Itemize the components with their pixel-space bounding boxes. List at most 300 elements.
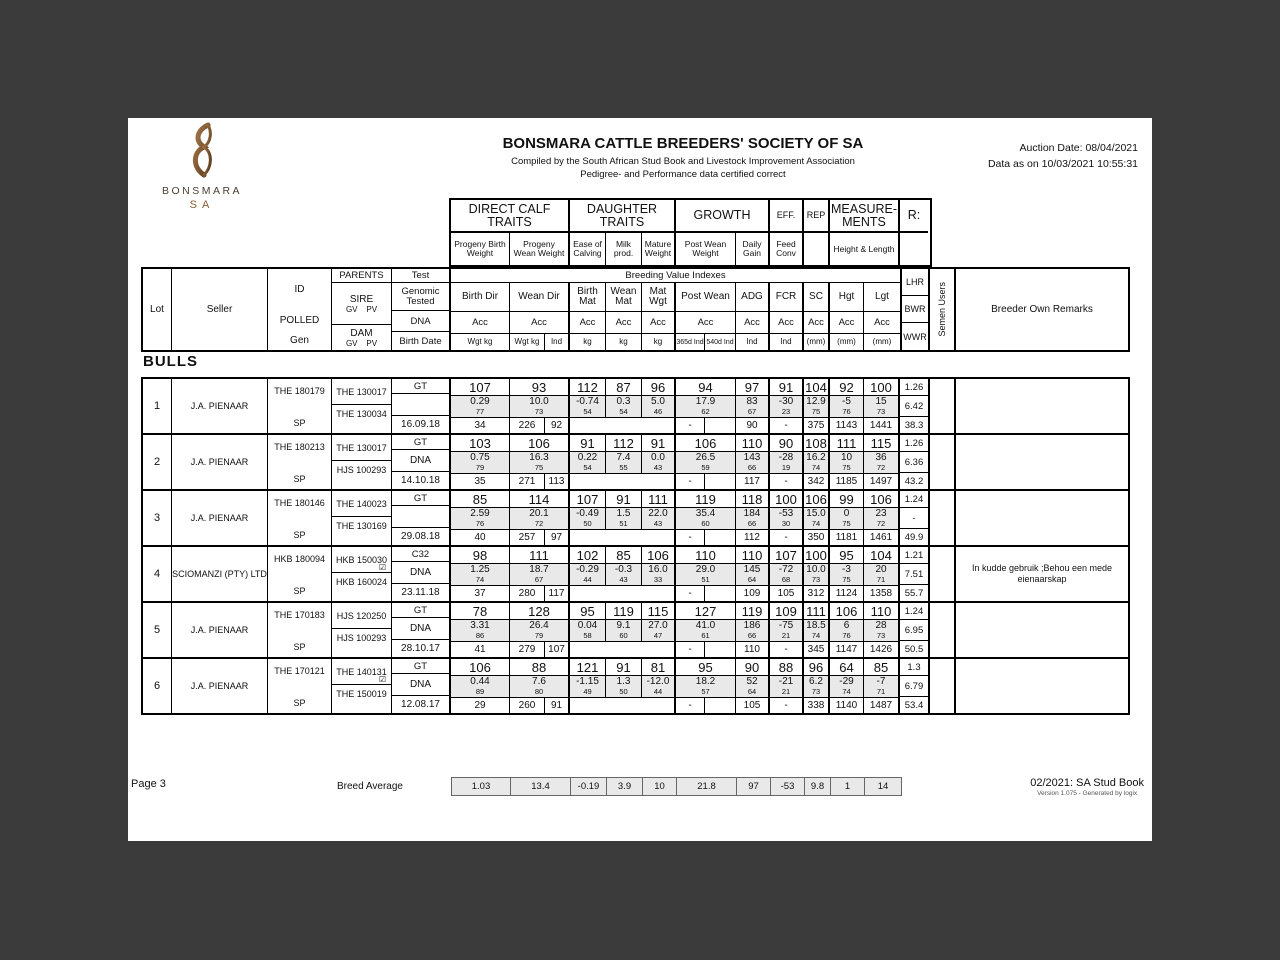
bv-value: 28 [875, 620, 887, 631]
index-value: 119 [606, 603, 642, 620]
bv-value: 1.3 [616, 676, 631, 687]
test-cell [392, 491, 451, 545]
sc-cell [804, 435, 830, 489]
id-label: ID [294, 283, 305, 295]
blank-cell [606, 530, 642, 545]
col-header-semen-users [930, 269, 956, 350]
ratio-cell [900, 435, 930, 489]
ratio-cell [900, 547, 930, 601]
acc-value: 71 [876, 687, 886, 696]
col-header-hgt [830, 283, 864, 350]
dam-header [332, 325, 391, 350]
bv-value: -3 [842, 564, 851, 575]
bottom-value: 117 [744, 476, 760, 487]
bv-value: 0 [843, 508, 850, 519]
bv-value: 27.0 [648, 620, 668, 631]
bvi-label: FCR [770, 283, 802, 312]
acc-value: 74 [475, 575, 485, 584]
blank-cell [570, 642, 606, 657]
index-value: 110 [676, 547, 735, 564]
unit-label: Ind [550, 337, 563, 346]
birth-date: 28.10.17 [401, 643, 440, 654]
bottom-value [705, 642, 735, 657]
fcr-cell [770, 491, 804, 545]
breed-average-value: 13.4 [511, 778, 571, 795]
bv-value: -0.29 [576, 564, 599, 575]
acc-value: 75 [842, 519, 851, 528]
acc-value: 75 [842, 575, 851, 584]
sire-id: THE 140131 [336, 666, 387, 677]
index-value: 96 [642, 379, 674, 396]
bulls-table-body [141, 377, 1130, 715]
auction-date: Auction Date: 08/04/2021 [1019, 142, 1138, 154]
bv-value: -75 [778, 620, 794, 631]
acc-value: 61 [701, 631, 710, 640]
polled-gen-value: SP [293, 530, 306, 540]
index-value: 111 [642, 491, 674, 508]
bv-value: 0.75 [470, 452, 490, 463]
bottom-value: 105 [777, 588, 795, 599]
sire-id: HKB 150030 [335, 554, 388, 565]
bottom-value: 1497 [869, 476, 893, 487]
bv-value: 0.04 [577, 620, 598, 631]
wwr-value: 43.2 [904, 475, 924, 487]
bv-value: 16.3 [529, 452, 549, 463]
acc-value: 23 [781, 407, 791, 416]
col-header-sc [804, 283, 830, 350]
bv-value: 7.6 [532, 676, 546, 687]
hgt-cell [830, 379, 864, 433]
acc-value: 51 [619, 519, 628, 528]
unit-label: (mm) [837, 337, 856, 346]
index-value: 119 [676, 491, 735, 508]
breed-average-label: Breed Average [337, 781, 403, 792]
bonsmara-logo [146, 122, 258, 211]
bv-value: 26.5 [695, 452, 716, 463]
breed-average-value: -0.19 [571, 778, 607, 795]
acc-value: 72 [876, 519, 886, 528]
bwr-value: 6.42 [900, 396, 928, 417]
polled-gen-value: SP [293, 418, 306, 428]
dam-label: DAM [350, 327, 373, 339]
unit-label: Ind [780, 337, 792, 346]
group-label: R: [900, 200, 928, 233]
index-value: 104 [805, 379, 827, 395]
acc-value: 86 [475, 631, 485, 640]
lhr-value: 1.26 [900, 435, 928, 452]
bwr-value: 6.36 [900, 452, 928, 473]
test-cell [392, 603, 451, 657]
lhr-label: LHR [902, 269, 928, 296]
index-value: 111 [510, 547, 568, 564]
page-number: Page 3 [131, 778, 166, 790]
bv-value: 18.5 [806, 620, 826, 631]
breed-average-strip [451, 777, 902, 796]
index-value: 64 [830, 659, 863, 676]
index-value: 107 [570, 491, 606, 508]
index-value: 110 [736, 435, 768, 452]
wean-mat-cell [606, 603, 642, 657]
blank-cell [642, 642, 674, 657]
col-header-test [392, 269, 451, 350]
animal-id: THE 180213 [274, 442, 325, 452]
index-value: 106 [451, 659, 509, 676]
wean-dir-cell [510, 491, 570, 545]
sire-cell [332, 491, 391, 517]
breed-average-value: 9.8 [805, 778, 831, 795]
bv-value: 186 [743, 620, 761, 631]
test-label: Test [392, 269, 449, 283]
bottom-value: 1358 [869, 588, 893, 599]
index-value: 94 [676, 379, 735, 396]
lgt-cell [864, 491, 900, 545]
wean-mat-cell [606, 435, 642, 489]
bv-value: -30 [778, 396, 794, 407]
lgt-cell [864, 547, 900, 601]
subcol-label: Post Wean Weight [676, 233, 736, 265]
acc-value: 49 [583, 687, 592, 696]
bv-value: 22.0 [648, 508, 668, 519]
sire-cell [332, 435, 391, 461]
index-value: 107 [770, 547, 802, 564]
col-header-adg [736, 283, 770, 350]
acc-value: 71 [876, 575, 886, 584]
acc-value: 19 [781, 463, 791, 472]
index-value: 112 [570, 379, 606, 396]
index-value: 100 [770, 491, 802, 508]
bottom-value: 257 [510, 530, 545, 545]
adg-cell [736, 491, 770, 545]
bottom-value: 90 [746, 420, 758, 431]
dna-flag: DNA [392, 618, 449, 640]
index-value: 91 [770, 379, 802, 396]
bv-value: 0.29 [470, 396, 490, 407]
blank-cell [606, 474, 642, 489]
bv-value: 15 [875, 396, 887, 407]
genomic-tested-label: Genomic Tested [392, 283, 449, 311]
dna-flag: DNA [392, 674, 449, 696]
trait-group-header [449, 198, 932, 267]
bottom-value: 342 [807, 476, 825, 487]
semen-users-label: Semen Users [937, 282, 947, 337]
mat-wgt-cell [642, 659, 676, 713]
polled-gen-value: SP [293, 642, 306, 652]
acc-value: 51 [701, 575, 710, 584]
acc-value: 73 [811, 575, 821, 584]
sire-label: SIRE [349, 293, 374, 305]
col-header-ratios [900, 269, 930, 350]
breed-average-value: 3.9 [607, 778, 643, 795]
acc-value: 67 [534, 575, 544, 584]
wean-dir-cell [510, 547, 570, 601]
unit-label: Wgt kg [510, 334, 545, 350]
breed-average-value: 14 [865, 778, 901, 795]
acc-value: 75 [811, 407, 821, 416]
sc-cell [804, 547, 830, 601]
index-value: 91 [570, 435, 606, 452]
document-subtitle-1: Compiled by the South African Stud Book and Livestock Improvement Association [511, 156, 855, 167]
bv-value: 184 [743, 508, 761, 519]
index-value: 90 [736, 659, 768, 676]
index-value: 110 [864, 603, 898, 620]
breed-average-value: 21.8 [677, 778, 737, 795]
acc-value: 74 [811, 463, 821, 472]
index-value: 98 [451, 547, 509, 564]
semen-users-cell [930, 659, 956, 713]
ratio-cell [900, 491, 930, 545]
acc-label: Acc [804, 312, 828, 334]
acc-value: 72 [876, 463, 886, 472]
acc-value: 21 [781, 631, 791, 640]
bottom-value: 37 [474, 588, 486, 599]
birth-mat-cell [570, 491, 606, 545]
index-value: 91 [606, 659, 642, 676]
wwr-value: 49.9 [904, 531, 924, 543]
breeder-remarks [956, 659, 1128, 713]
subcol-label: Mature Weight [644, 239, 672, 258]
group-rep [804, 200, 830, 265]
document-subtitle-2: Pedigree- and Performance data certified correct [580, 169, 786, 180]
bv-value: 18.7 [529, 564, 549, 575]
col-header-mat-wgt [642, 283, 676, 350]
index-value: 97 [736, 379, 768, 396]
acc-value: 76 [475, 519, 485, 528]
lhr-value: 1.21 [900, 547, 928, 564]
index-value: 106 [805, 491, 827, 507]
bv-value: 10 [840, 452, 853, 463]
index-value: 107 [451, 379, 509, 396]
bv-value: 0.0 [651, 452, 665, 463]
acc-value: 66 [747, 519, 757, 528]
ratio-cell [900, 659, 930, 713]
bottom-value: 1487 [869, 700, 893, 711]
test-cell [392, 659, 451, 713]
blank-cell [606, 642, 642, 657]
index-value: 111 [830, 435, 863, 452]
subcol-label: Feed Conv [776, 239, 796, 258]
unit-label: Wgt kg [467, 337, 493, 346]
bottom-value: - [784, 644, 788, 655]
subcol-label [804, 233, 828, 265]
lot-number: 5 [143, 603, 172, 657]
post-wean-cell [676, 491, 736, 545]
index-value: 127 [676, 603, 735, 620]
wean-mat-cell [606, 659, 642, 713]
bwr-label: BWR [902, 296, 928, 323]
bottom-value: 260 [510, 698, 545, 713]
subcol-label: Daily Gain [742, 239, 762, 258]
group-label: MEASURE- MENTS [830, 200, 898, 233]
semen-users-cell [930, 435, 956, 489]
wean-dir-cell [510, 379, 570, 433]
unit-label: kg [619, 337, 628, 346]
seller-name: J.A. PIENAAR [172, 379, 268, 433]
breed-average-value: 10 [643, 778, 677, 795]
parents-cell [332, 491, 392, 545]
bottom-value: 107 [548, 644, 565, 655]
index-value: 78 [451, 603, 509, 620]
acc-value: 43 [653, 463, 663, 472]
bottom-value: 1140 [835, 700, 858, 711]
animal-id-cell [268, 659, 332, 713]
bottom-value: 312 [807, 588, 825, 599]
bottom-value: 1441 [869, 420, 893, 431]
bottom-value: 97 [550, 532, 563, 543]
index-value: 91 [606, 491, 642, 508]
acc-value: 44 [653, 687, 663, 696]
bottom-value: 279 [510, 642, 545, 657]
bv-value: 18.2 [695, 676, 716, 687]
lot-number: 4 [143, 547, 172, 601]
seller-name: J.A. PIENAAR [172, 491, 268, 545]
sire-cell [332, 547, 391, 573]
blank-cell [642, 586, 674, 601]
index-value: 85 [864, 659, 898, 676]
bvi-label: ADG [736, 283, 768, 312]
index-value: 106 [510, 435, 568, 452]
bv-value: 12.9 [806, 396, 826, 407]
index-value: 103 [451, 435, 509, 452]
lhr-value: 1.24 [900, 491, 928, 508]
bottom-value: 280 [510, 586, 545, 601]
bv-value: 145 [743, 564, 761, 575]
bv-value: 0.22 [577, 452, 598, 463]
bv-value: 143 [743, 452, 761, 463]
parents-cell [332, 547, 392, 601]
bvi-label: Wean Mat [606, 283, 641, 312]
group-growth [676, 200, 770, 265]
acc-value: 73 [876, 407, 886, 416]
gv-pv-label: GV PV [345, 304, 378, 314]
dam-id: THE 130169 [336, 520, 387, 531]
index-value: 118 [736, 491, 768, 508]
blank-cell [570, 698, 606, 713]
bv-value: 26.4 [529, 620, 549, 631]
lgt-cell [864, 435, 900, 489]
acc-value: 44 [583, 575, 592, 584]
bottom-value: 113 [548, 476, 565, 487]
group-eff [770, 200, 804, 265]
bvi-label: SC [804, 283, 828, 312]
bottom-value [705, 698, 735, 713]
bottom-value: 1426 [869, 644, 893, 655]
bull-row [143, 379, 1128, 435]
birth-dir-cell [451, 659, 510, 713]
birth-mat-cell [570, 435, 606, 489]
bottom-value: 105 [743, 700, 761, 711]
birth-dir-cell [451, 435, 510, 489]
wean-mat-cell [606, 379, 642, 433]
sire-header [332, 283, 391, 325]
bv-value: -28 [778, 452, 794, 463]
animal-id: THE 180179 [274, 386, 325, 396]
acc-value: 74 [811, 631, 821, 640]
bonsmara-logo-icon [182, 122, 222, 178]
index-value: 115 [864, 435, 898, 452]
bottom-value: - [784, 420, 788, 431]
animal-id-cell [268, 435, 332, 489]
acc-value: 43 [619, 575, 628, 584]
bottom-value: 109 [743, 588, 761, 599]
polled-gen-value: SP [293, 474, 306, 484]
genomic-test-code: GT [392, 435, 449, 450]
bv-value: -1.15 [576, 676, 599, 687]
bv-value: 41.0 [695, 620, 716, 631]
acc-value: 79 [534, 631, 544, 640]
acc-value: 75 [534, 463, 544, 472]
dna-flag [392, 506, 449, 528]
group-label: DIRECT CALF TRAITS [451, 200, 568, 233]
wwr-value: 50.5 [904, 643, 924, 655]
bottom-value: - [784, 532, 788, 543]
acc-value: 60 [619, 631, 628, 640]
wwr-value: 38.3 [904, 419, 924, 431]
birth-dir-cell [451, 603, 510, 657]
birth-mat-cell [570, 659, 606, 713]
acc-value: 50 [583, 519, 592, 528]
index-value: 95 [830, 547, 863, 564]
bottom-value: - [676, 698, 705, 713]
breed-average-value: 1 [831, 778, 865, 795]
blank-cell [642, 698, 674, 713]
breed-average-value: -53 [771, 778, 805, 795]
birth-date: 16.09.18 [401, 419, 440, 430]
index-value: 100 [864, 379, 898, 396]
subcol-label: Milk prod. [606, 233, 642, 265]
breeder-remarks: In kudde gebruik ;Behou een mede eienaarskap [971, 563, 1113, 584]
birth-dir-cell [451, 491, 510, 545]
lot-number: 1 [143, 379, 172, 433]
blank-cell [606, 586, 642, 601]
hgt-cell [830, 491, 864, 545]
dna-flag [392, 394, 449, 416]
wwr-label: WWR [903, 331, 927, 342]
bull-row [143, 491, 1128, 547]
fcr-cell [770, 659, 804, 713]
hgt-cell [830, 435, 864, 489]
bv-value: 36 [875, 452, 887, 463]
bv-value: -7 [876, 676, 886, 687]
bv-value: 23 [875, 508, 887, 519]
breeder-remarks [956, 435, 1128, 489]
birth-dir-cell [451, 379, 510, 433]
sire-cell [332, 379, 391, 405]
mat-wgt-cell [642, 435, 676, 489]
birth-date: 29.08.18 [401, 531, 440, 542]
bottom-value: 41 [474, 644, 486, 655]
sire-id: HJS 120250 [336, 610, 387, 621]
post-wean-cell [676, 659, 736, 713]
bottom-value: 35 [474, 476, 486, 487]
bv-value: 7.4 [616, 452, 631, 463]
animal-id-cell [268, 603, 332, 657]
bvi-label: Post Wean [676, 283, 735, 312]
gv-pv-label: GV PV [345, 338, 378, 348]
bvi-label: Birth Mat [570, 283, 605, 312]
bottom-value: 110 [744, 644, 760, 655]
bottom-value [705, 474, 735, 489]
wwr-value: 53.4 [904, 699, 924, 711]
col-header-seller: Seller [172, 269, 268, 350]
studbook-edition: 02/2021: SA Stud Book [1030, 777, 1144, 789]
bv-value: 9.1 [616, 620, 631, 631]
acc-value: 59 [701, 463, 710, 472]
animal-id-cell [268, 547, 332, 601]
seller-name: J.A. PIENAAR [172, 603, 268, 657]
bottom-value [705, 586, 735, 601]
acc-value: 80 [534, 687, 544, 696]
group-label: EFF. [770, 200, 802, 233]
